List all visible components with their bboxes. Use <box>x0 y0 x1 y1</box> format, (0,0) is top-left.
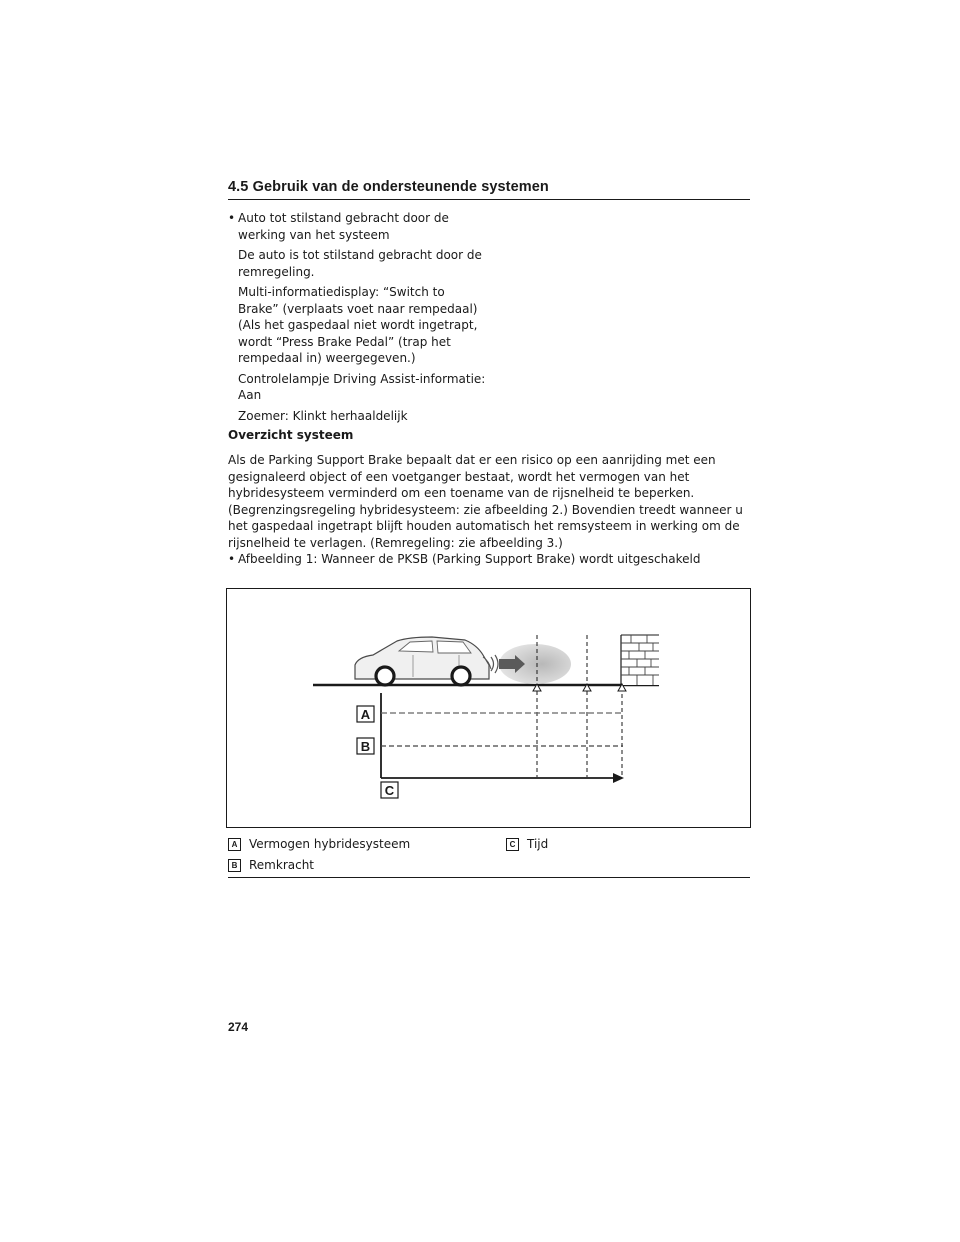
status-bullet-block <box>228 210 488 424</box>
label-c: C <box>384 783 395 798</box>
bullet-line: Multi-informatiedisplay: “Switch to Brake” (verplaats voet naar rempedaal) (Als het gaspedaal niet wordt ingetrapt, wordt “Press Brake Pedal” (trap het rempedaal in) weergegeven.) <box>238 285 478 365</box>
figure-bullet-text: Afbeelding 1: Wanneer de PKSB (Parking Support Brake) wordt uitgeschakeld <box>238 552 701 566</box>
section-heading: 4.5 Gebruik van de ondersteunende systemen <box>228 179 750 200</box>
legend-text-b: Remkracht <box>249 858 315 872</box>
pksb-diagram <box>227 589 750 827</box>
legend-key-a: A <box>228 838 241 851</box>
sensor-arcs <box>491 655 498 673</box>
page-number: 274 <box>228 1020 249 1034</box>
legend-item-c <box>506 837 548 851</box>
legend-text-c: Tijd <box>527 837 549 851</box>
wall-icon <box>621 635 659 685</box>
bullet-line: De auto is tot stilstand gebracht door de remregeling. <box>238 248 482 279</box>
bullet-dot: • <box>228 552 236 566</box>
overview-paragraph: Als de Parking Support Brake bepaalt dat er een risico op een aanrijding met een gesignaleerd object of een voetganger bestaat, wordt het vermogen van het hybridesysteem verminderd om een toename van de rijsnelheid te beperken. (Begrenzingsregeling hybridesysteem: zie afbeelding 2.) Bovendien treedt wanneer u het gaspedaal ingetrapt blijft houden automatisch het remsysteem in werking om de rijsnelheid te verlagen. (Remregeling: zie afbeelding 3.) <box>228 453 743 550</box>
pksb-illustration <box>226 588 751 828</box>
label-a: A <box>360 707 371 722</box>
legend-key-c: C <box>506 838 519 851</box>
label-b: B <box>360 739 371 754</box>
bullet-item <box>228 210 488 243</box>
figure-bullet <box>228 551 753 568</box>
bullet-dot: • <box>228 211 236 225</box>
bullet-line: Controlelampje Driving Assist-informatie: Aan <box>238 371 486 402</box>
car-icon <box>355 637 491 685</box>
bullet-title: Auto tot stilstand gebracht door de werking van het systeem <box>238 211 449 242</box>
bullet-line: Zoemer: Klinkt herhaaldelijk <box>238 408 408 423</box>
legend-item-a <box>228 837 410 851</box>
legend-key-b: B <box>228 859 241 872</box>
legend-item-b <box>228 858 314 872</box>
legend-text-a: Vermogen hybridesysteem <box>249 837 411 851</box>
overview-heading: Overzicht systeem <box>228 428 354 442</box>
divider <box>228 877 750 878</box>
